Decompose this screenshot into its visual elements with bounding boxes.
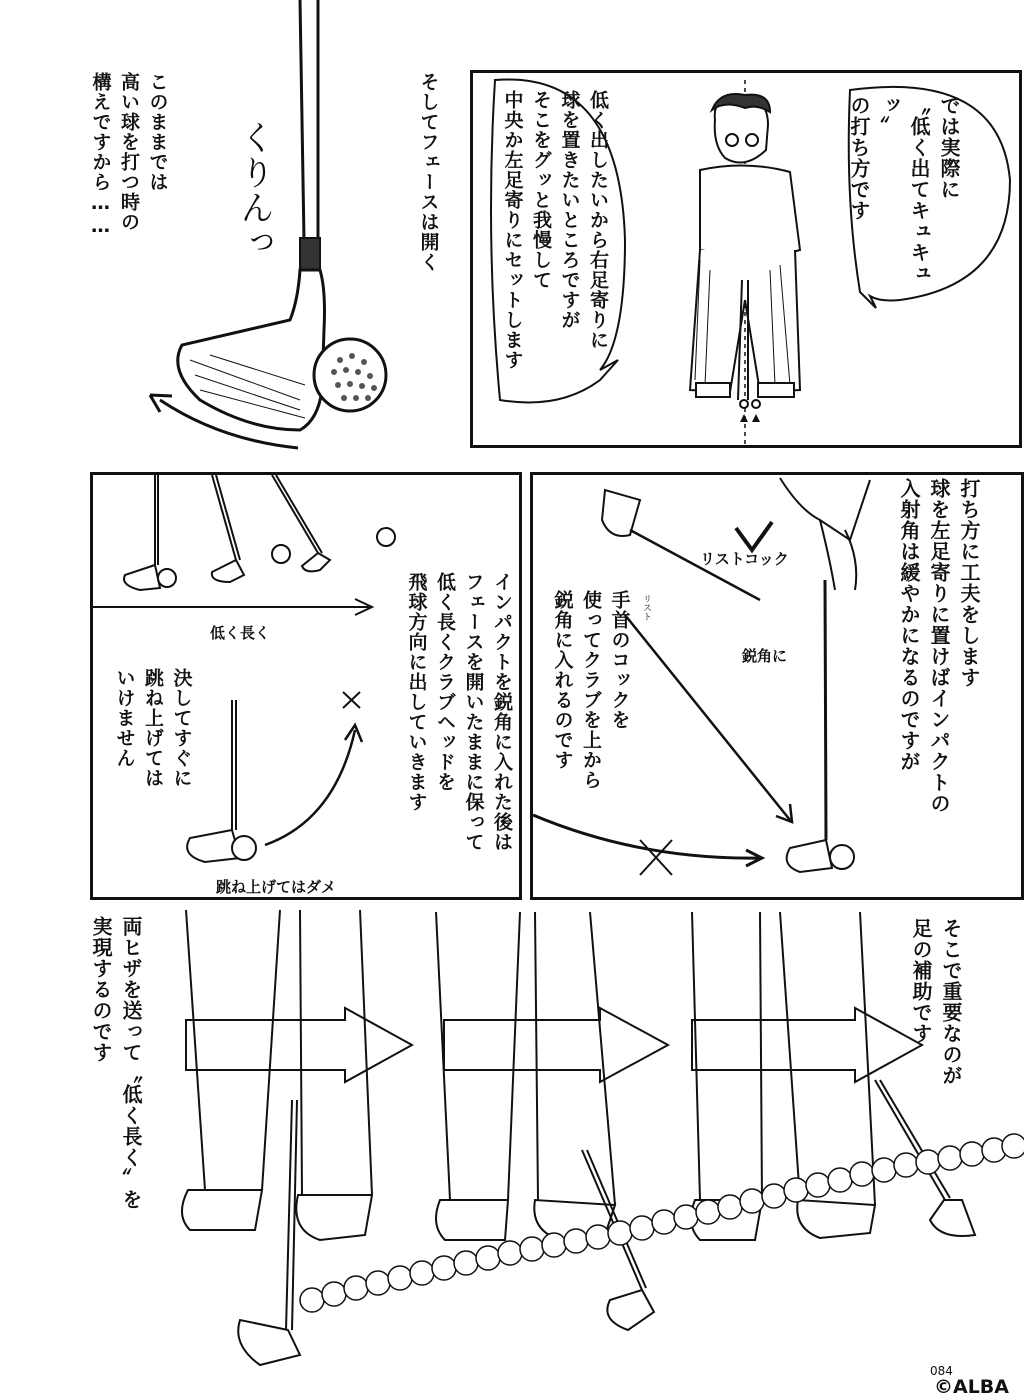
caption-face-open: そしてフェースは開く bbox=[417, 72, 440, 272]
caption-knees-line-2: 実現するのです bbox=[89, 916, 113, 1063]
caption-knees bbox=[86, 916, 146, 1236]
caption-impact-line-1: インパクトを鋭角に入れた後は bbox=[491, 572, 513, 852]
caption-never-line-1: 決してすぐに bbox=[170, 668, 193, 788]
speech-left-text bbox=[498, 90, 612, 390]
golfer-front-illustration bbox=[690, 80, 800, 445]
caption-too-high bbox=[86, 72, 172, 272]
caption-never-line-3: いけません bbox=[113, 668, 136, 768]
label-steep: 鋭角に bbox=[742, 647, 788, 665]
low-long-sequence-illustration bbox=[92, 475, 395, 615]
caption-leg-line-2: 足の補助です bbox=[909, 918, 933, 1044]
caption-technique-line-3: 入射角は緩やかになるのですが bbox=[897, 478, 921, 772]
caption-wrist bbox=[548, 590, 634, 820]
copyright-mark: ©ALBA bbox=[934, 1376, 1009, 1398]
sfx-kurin: くりんっ bbox=[234, 120, 274, 260]
bounce-up-illustration bbox=[187, 692, 362, 862]
label-no-bounce: 跳ね上げてはダメ bbox=[216, 878, 337, 896]
speech-right-text bbox=[844, 95, 964, 295]
page-number: 084 bbox=[930, 1364, 953, 1378]
caption-technique-line-1: 打ち方に工夫をします bbox=[957, 478, 981, 688]
caption-too-high-line-3: 構えですから…… bbox=[89, 72, 112, 238]
caption-impact-line-2: フェースを開いたままに保って bbox=[462, 572, 485, 852]
caption-wrist-line-3: 鋭角に入れるのです bbox=[551, 590, 574, 770]
caption-too-high-line-1: このままでは bbox=[146, 72, 169, 192]
caption-leg-line-1: そこで重要なのが bbox=[939, 918, 963, 1086]
caption-technique-line-2: 球を左足寄りに置けばインパクトの bbox=[927, 478, 951, 814]
speech-left-line-2: 球を置きたいところですが bbox=[558, 90, 581, 330]
speech-right-line-3: の打ち方です bbox=[847, 95, 871, 221]
speech-left-line-4: 中央か左足寄りにセットします bbox=[501, 90, 524, 370]
caption-too-high-line-2: 高い球を打つ時の bbox=[118, 72, 140, 232]
speech-left-line-1: 低く出したいから右足寄りに bbox=[587, 90, 609, 350]
label-low-long: 低く長く bbox=[210, 624, 271, 642]
caption-impact-line-4: 飛球方向に出していきます bbox=[405, 572, 428, 812]
caption-impact-line-3: 低く長くクラブヘッドを bbox=[434, 572, 456, 792]
ruby-wrist: リスト bbox=[641, 594, 651, 621]
caption-never-line-2: 跳ね上げては bbox=[142, 668, 164, 788]
speech-right-line-1: では実際に bbox=[937, 95, 961, 200]
speech-right-line-2: 〝低く出てキュキュッ〟 bbox=[877, 95, 931, 284]
caption-impact bbox=[402, 572, 516, 882]
ball-trail bbox=[300, 1134, 1024, 1312]
caption-wrist-line-1: 手首のコックを bbox=[608, 590, 631, 730]
caption-wrist-line-2: 使ってクラブを上から bbox=[580, 590, 602, 790]
caption-knees-line-1: 両ヒザを送って〝低く長く〟を bbox=[119, 916, 143, 1210]
caption-leg-support bbox=[906, 918, 966, 1118]
label-wristcock: リストコック bbox=[700, 550, 789, 568]
caption-technique bbox=[894, 478, 984, 878]
caption-never-bounce bbox=[110, 668, 196, 828]
speech-left-line-3: そこをグッと我慢して bbox=[530, 90, 552, 290]
